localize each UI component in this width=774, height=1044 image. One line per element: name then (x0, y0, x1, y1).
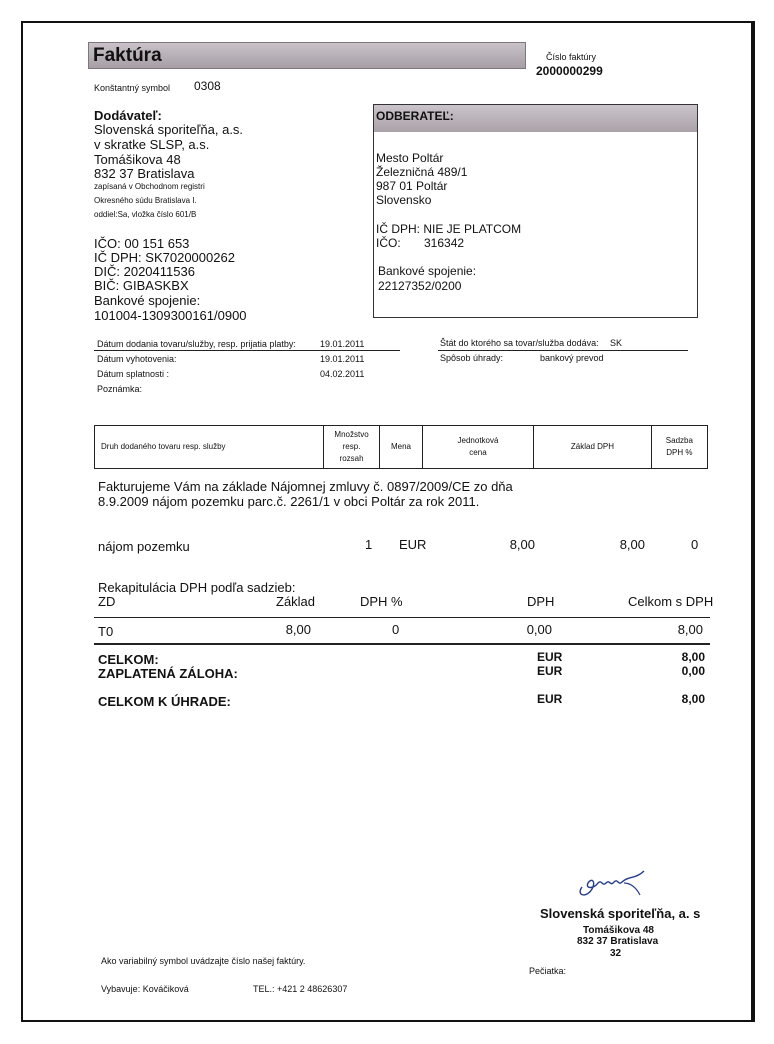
payment-value: bankový prevod (540, 353, 604, 363)
stamp-line-1: Slovenská sporiteľňa, a. s (540, 906, 701, 921)
state-value: SK (610, 338, 623, 348)
col-goods: Druh dodaného tovaru resp. služby (95, 426, 324, 469)
buyer-name: Mesto Poltár (376, 151, 444, 165)
total-currency: EUR (537, 650, 563, 664)
recap-h-base: Základ (276, 594, 316, 609)
col-vat-l2: DPH % (666, 448, 693, 457)
constant-symbol-label: Konštantný symbol (94, 83, 171, 93)
col-qty-l3: rozsah (339, 454, 364, 463)
buyer-bank-label: Bankové spojenie: (378, 264, 477, 278)
state-label: Štát do ktorého sa tovar/služba dodáva: (440, 338, 599, 348)
supplier-reg3: oddiel:Sa, vložka číslo 601/B (94, 210, 197, 219)
handled-by: Vybavuje: Kováčiková (101, 984, 189, 994)
recap-total: 8,00 (677, 622, 703, 637)
delivery-date-label: Dátum dodania tovaru/služby, resp. prijatia platby: (97, 339, 296, 349)
buyer-icdph: IČ DPH: NIE JE PLATCOM (376, 222, 522, 236)
due-total-value: 8,00 (681, 692, 705, 706)
recap-h-pct: DPH % (360, 594, 403, 609)
supplier-ico: IČO: 00 151 653 (94, 236, 190, 251)
buyer-street: Železničná 489/1 (376, 165, 468, 179)
issued-date-label: Dátum vyhotovenia: (97, 354, 177, 364)
stamp-line-3: 832 37 Bratislava (577, 936, 659, 947)
recap-title: Rekapitulácia DPH podľa sadzieb: (98, 580, 296, 595)
recap-dph: 0,00 (526, 622, 552, 637)
buyer-city: 987 01 Poltár (376, 179, 448, 193)
constant-symbol: 0308 (194, 79, 221, 93)
recap-h-dph: DPH (527, 594, 555, 609)
buyer-country: Slovensko (376, 193, 432, 207)
due-date: 04.02.2011 (320, 369, 365, 379)
supplier-reg2: Okresného súdu Bratislava I. (94, 196, 197, 205)
col-unit-l2: cena (469, 448, 487, 457)
supplier-reg1: zapísaná v Obchodnom registri (94, 182, 205, 191)
deposit-label: ZAPLATENÁ ZÁLOHA: (98, 666, 238, 681)
item-name: nájom pozemku (98, 539, 190, 554)
due-date-label: Dátum splatnosti : (97, 369, 170, 379)
signature (572, 865, 652, 905)
buyer-ico: 316342 (424, 236, 465, 250)
due-total-currency: EUR (537, 692, 563, 706)
deposit-currency: EUR (537, 664, 563, 678)
variable-symbol-note: Ako variabilný symbol uvádzajte číslo našej faktúry. (101, 956, 306, 966)
recap-h-zd: ZD (98, 594, 116, 609)
body-text-1: Fakturujeme Vám na základe Nájomnej zmluvy č. 0897/2009/CE zo dňa (98, 479, 513, 494)
col-unit-l1: Jednotková (457, 436, 499, 445)
invoice-number-label: Číslo faktúry (546, 52, 597, 62)
buyer-ico-label: IČO: (376, 236, 401, 250)
note-label: Poznámka: (97, 384, 143, 394)
col-currency: Mena (380, 426, 423, 469)
item-qty: 1 (365, 537, 373, 552)
col-qty-l1: Množstvo (334, 430, 369, 439)
item-currency: EUR (399, 537, 427, 552)
buyer-bank: 22127352/0200 (378, 279, 462, 293)
delivery-date: 19.01.2011 (320, 339, 365, 349)
supplier-name: Slovenská sporiteľňa, a.s. (94, 122, 244, 137)
supplier-bank: 101004-1309300161/0900 (94, 308, 247, 323)
deposit-value: 0,00 (681, 664, 705, 678)
supplier-heading: Dodávateľ: (94, 108, 162, 123)
supplier-bank-label: Bankové spojenie: (94, 293, 201, 308)
col-base: Základ DPH (534, 426, 652, 469)
stamp-line-2: Tomášikova 48 (583, 925, 654, 936)
due-total-label: CELKOM K ÚHRADE: (98, 694, 231, 709)
recap-h-total: Celkom s DPH (628, 594, 714, 609)
col-vat (651, 426, 707, 469)
recap-base: 8,00 (285, 622, 311, 637)
issued-date: 19.01.2011 (320, 354, 365, 364)
invoice-title: Faktúra (93, 45, 162, 66)
item-vat: 0 (691, 537, 699, 552)
items-table-header (94, 425, 708, 469)
total-rule (94, 643, 710, 645)
recap-rule (94, 617, 710, 618)
col-unit-price (422, 426, 533, 469)
recap-pct: 0 (392, 622, 400, 637)
total-label: CELKOM: (98, 652, 159, 667)
dates-rule-right (438, 350, 688, 351)
phone: TEL.: +421 2 48626307 (253, 984, 348, 994)
supplier-dic: DIČ: 2020411536 (94, 264, 195, 279)
item-unit-price: 8,00 (509, 537, 535, 552)
col-vat-l1: Sadzba (665, 436, 693, 445)
total-value: 8,00 (681, 650, 705, 664)
page-edge (751, 21, 755, 1022)
recap-zd: T0 (98, 624, 114, 639)
body-text-2: 8.9.2009 nájom pozemku parc.č. 2261/1 v obci Poltár za rok 2011. (98, 494, 480, 509)
supplier-city: 832 37 Bratislava (94, 166, 195, 181)
invoice-number: 2000000299 (536, 64, 603, 78)
buyer-heading: ODBERATEĽ: (376, 109, 454, 123)
dates-rule-left (94, 350, 400, 351)
col-qty (323, 426, 379, 469)
supplier-street: Tomášikova 48 (94, 152, 181, 167)
col-qty-l2: resp. (342, 442, 361, 451)
stamp-label: Pečiatka: (529, 966, 567, 976)
item-base: 8,00 (619, 537, 645, 552)
payment-label: Spôsob úhrady: (440, 353, 504, 363)
supplier-icdph: IČ DPH: SK7020000262 (94, 250, 235, 265)
supplier-short: v skratke SLSP, a.s. (94, 137, 210, 152)
stamp-line-4: 32 (610, 948, 622, 959)
supplier-bic: BIČ: GIBASKBX (94, 278, 189, 293)
